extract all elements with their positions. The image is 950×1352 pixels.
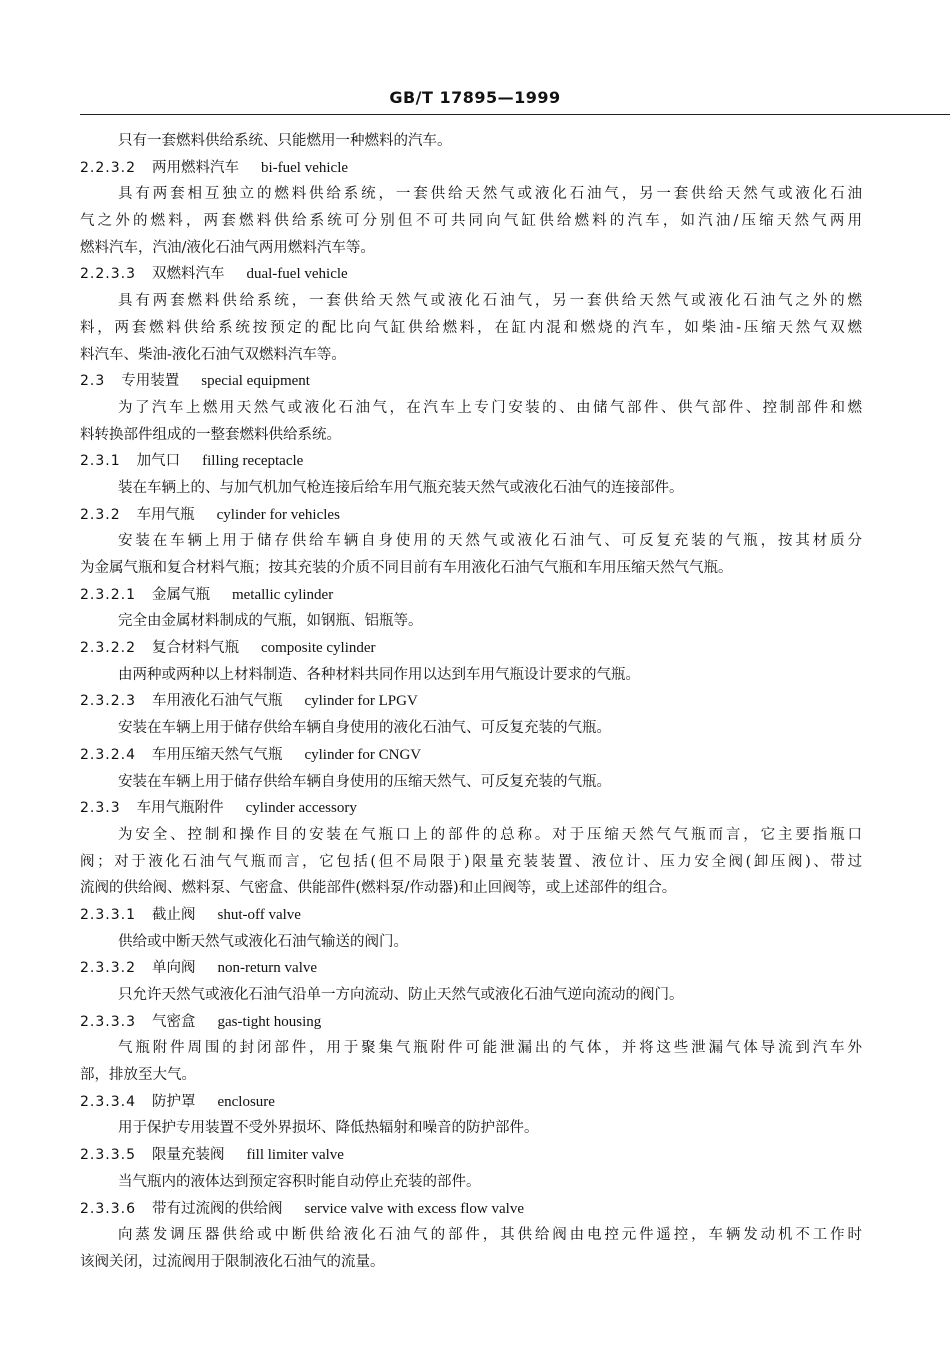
- section-title-zh: 车用气瓶: [136, 506, 195, 523]
- section-number: 2.3.2: [80, 506, 121, 523]
- section-title-en: bi-fuel vehicle: [260, 159, 349, 176]
- paragraph: [80, 822, 862, 902]
- section-number: 2.3.2.1: [80, 586, 136, 603]
- section-number: 2.3.3.4: [80, 1093, 136, 1110]
- section-heading: [80, 688, 862, 715]
- section-heading: [80, 795, 862, 822]
- section-title-en: metallic cylinder: [231, 586, 334, 603]
- section-number: 2.3.3.6: [80, 1200, 136, 1217]
- section-number: 2.3.2.4: [80, 746, 136, 763]
- section-title-en: enclosure: [217, 1093, 275, 1110]
- section-heading: [80, 955, 862, 982]
- paragraph: [80, 982, 862, 1009]
- section-heading: [80, 368, 862, 395]
- paragraph: [80, 1222, 862, 1275]
- paragraph-line: 安装在车辆上用于储存供给车辆自身使用的液化石油气、可反复充装的气瓶。: [118, 720, 611, 737]
- paragraph: [80, 608, 862, 635]
- section-title-en: service valve with excess flow valve: [304, 1200, 524, 1217]
- section-number: 2.3.3: [80, 800, 121, 817]
- paragraph-line: 具有两套燃料供给系统，一套供给天然气或液化石油气，另一套供给天然气或液化石油气之外的燃: [118, 293, 862, 310]
- section-title-en: non-return valve: [217, 960, 318, 977]
- section-title-en: fill limiter valve: [246, 1147, 344, 1164]
- section-number: 2.2.3.2: [80, 159, 136, 176]
- paragraph: [80, 1115, 862, 1142]
- section-title-zh: 防护罩: [151, 1093, 196, 1110]
- section-number: 2.2.3.3: [80, 266, 136, 283]
- paragraph-line: 料，两套燃料供给系统按预定的配比向气缸供给燃料，在缸内混和燃烧的汽车，如柴油-压缩天然气双燃: [80, 319, 862, 336]
- paragraph-line: 向蒸发调压器供给或中断供给液化石油气的部件，其供给阀由电控元件遥控，车辆发动机不工作时: [118, 1227, 862, 1244]
- paragraph: [80, 1169, 862, 1196]
- paragraph: [80, 181, 862, 261]
- paragraph: [80, 128, 862, 155]
- paragraph-line: 具有两套相互独立的燃料供给系统，一套供给天然气或液化石油气，另一套供给天然气或液化石油: [118, 186, 862, 203]
- section-title-en: cylinder for LPGV: [304, 693, 418, 710]
- paragraph-line: 用于保护专用装置不受外界损坏、降低热辐射和噪音的防护部件。: [118, 1120, 539, 1137]
- section-title-zh: 复合材料气瓶: [151, 640, 239, 657]
- section-title-zh: 加气口: [136, 453, 181, 470]
- paragraph-line: 为了汽车上燃用天然气或液化石油气，在汽车上专门安装的、由储气部件、供气部件、控制部件和燃: [118, 399, 862, 416]
- section-title-en: cylinder accessory: [245, 800, 357, 817]
- paragraph-line: 由两种或两种以上材料制造、各种材料共同作用以达到车用气瓶设计要求的气瓶。: [118, 666, 640, 683]
- section-heading: [80, 1196, 862, 1223]
- paragraph-line: 燃料汽车，汽油/液化石油气两用燃料汽车等。: [80, 239, 375, 256]
- section-heading: [80, 635, 862, 662]
- section-heading: [80, 502, 862, 529]
- section-heading: [80, 155, 862, 182]
- page-header: GB/T 17895—1999: [389, 88, 561, 107]
- section-title-zh: 车用压缩天然气气瓶: [151, 746, 283, 763]
- paragraph-line: 安装在车辆上用于储存供给车辆自身使用的压缩天然气、可反复充装的气瓶。: [118, 773, 611, 790]
- paragraph: [80, 929, 862, 956]
- section-title-en: dual-fuel vehicle: [246, 266, 348, 283]
- section-title-zh: 截止阀: [151, 906, 196, 923]
- document-body: [80, 128, 862, 1276]
- paragraph: [80, 395, 862, 448]
- section-heading: [80, 582, 862, 609]
- section-title-zh: 专用装置: [121, 373, 180, 390]
- paragraph: [80, 288, 862, 368]
- section-title-zh: 两用燃料汽车: [151, 159, 239, 176]
- section-heading: [80, 1089, 862, 1116]
- section-title-en: cylinder for CNGV: [304, 746, 422, 763]
- section-title-zh: 金属气瓶: [151, 586, 210, 603]
- paragraph-line: 气瓶附件周围的封闭部件，用于聚集气瓶附件可能泄漏出的气体，并将这些泄漏气体导流到汽车外: [118, 1040, 862, 1057]
- section-heading: [80, 448, 862, 475]
- section-title-zh: 气密盒: [151, 1013, 196, 1030]
- section-title-zh: 带有过流阀的供给阀: [151, 1200, 283, 1217]
- section-number: 2.3.3.5: [80, 1147, 136, 1164]
- section-number: 2.3.3.1: [80, 906, 136, 923]
- paragraph-line: 料转换部件组成的一整套燃料供给系统。: [80, 426, 341, 443]
- section-title-en: gas-tight housing: [217, 1013, 322, 1030]
- paragraph-line: 为安全、控制和操作目的安装在气瓶口上的部件的总称。对于压缩天然气气瓶而言，它主要指瓶口: [118, 826, 862, 843]
- section-number: 2.3.2.2: [80, 640, 136, 657]
- section-number: 2.3.3.2: [80, 960, 136, 977]
- section-heading: [80, 1009, 862, 1036]
- section-number: 2.3.3.3: [80, 1013, 136, 1030]
- paragraph-line: 部，排放至大气。: [80, 1067, 196, 1084]
- paragraph-line: 气之外的燃料，两套燃料供给系统可分别但不可共同向气缸供给燃料的汽车，如汽油/压缩天然气两用: [80, 213, 862, 230]
- paragraph-line: 完全由金属材料制成的气瓶，如钢瓶、铝瓶等。: [118, 613, 423, 630]
- section-title-zh: 限量充装阀: [151, 1147, 225, 1164]
- paragraph: [80, 1035, 862, 1088]
- section-number: 2.3.2.3: [80, 693, 136, 710]
- section-title-en: composite cylinder: [260, 640, 376, 657]
- section-title-zh: 双燃料汽车: [151, 266, 225, 283]
- paragraph-line: 安装在车辆上用于储存供给车辆自身使用的天然气或液化石油气、可反复充装的气瓶，按其材质分: [118, 533, 862, 550]
- paragraph-line: 料汽车、柴油-液化石油气双燃料汽车等。: [80, 346, 346, 363]
- section-number: 2.3.1: [80, 453, 121, 470]
- section-title-en: cylinder for vehicles: [216, 506, 340, 523]
- section-title-en: shut-off valve: [217, 906, 301, 923]
- section-heading: [80, 1142, 862, 1169]
- paragraph-line: 供给或中断天然气或液化石油气输送的阀门。: [118, 933, 408, 950]
- header-rule: [80, 114, 950, 115]
- section-title-en: special equipment: [201, 373, 310, 390]
- section-title-zh: 单向阀: [151, 960, 196, 977]
- section-heading: [80, 902, 862, 929]
- paragraph: [80, 715, 862, 742]
- section-title-zh: 车用气瓶附件: [136, 800, 224, 817]
- paragraph-line: 为金属气瓶和复合材料气瓶；按其充装的介质不同目前有车用液化石油气气瓶和车用压缩天然气气瓶。: [80, 560, 733, 576]
- section-heading: [80, 742, 862, 769]
- paragraph-line: 流阀的供给阀、燃料泵、气密盒、供能部件(燃料泵/作动器)和止回阀等，或上述部件的组合。: [80, 880, 677, 897]
- paragraph-line: 只允许天然气或液化石油气沿单一方向流动、防止天然气或液化石油气逆向流动的阀门。: [118, 987, 684, 1003]
- section-number: 2.3: [80, 373, 106, 390]
- paragraph-line: 该阀关闭，过流阀用于限制液化石油气的流量。: [80, 1253, 385, 1270]
- paragraph: [80, 528, 862, 581]
- section-heading: [80, 261, 862, 288]
- paragraph: [80, 769, 862, 796]
- paragraph-line: 装在车辆上的、与加气机加气枪连接后给车用气瓶充装天然气或液化石油气的连接部件。: [118, 479, 684, 496]
- paragraph-line: 当气瓶内的液体达到预定容积时能自动停止充装的部件。: [118, 1173, 481, 1190]
- paragraph-line: 只有一套燃料供给系统、只能燃用一种燃料的汽车。: [118, 133, 452, 149]
- paragraph-line: 阀；对于液化石油气气瓶而言，它包括(但不局限于)限量充装装置、液位计、压力安全阀(卸压阀)、带过: [80, 853, 862, 870]
- paragraph: [80, 662, 862, 689]
- paragraph: [80, 475, 862, 502]
- section-title-en: filling receptacle: [202, 453, 304, 470]
- section-title-zh: 车用液化石油气气瓶: [151, 693, 283, 710]
